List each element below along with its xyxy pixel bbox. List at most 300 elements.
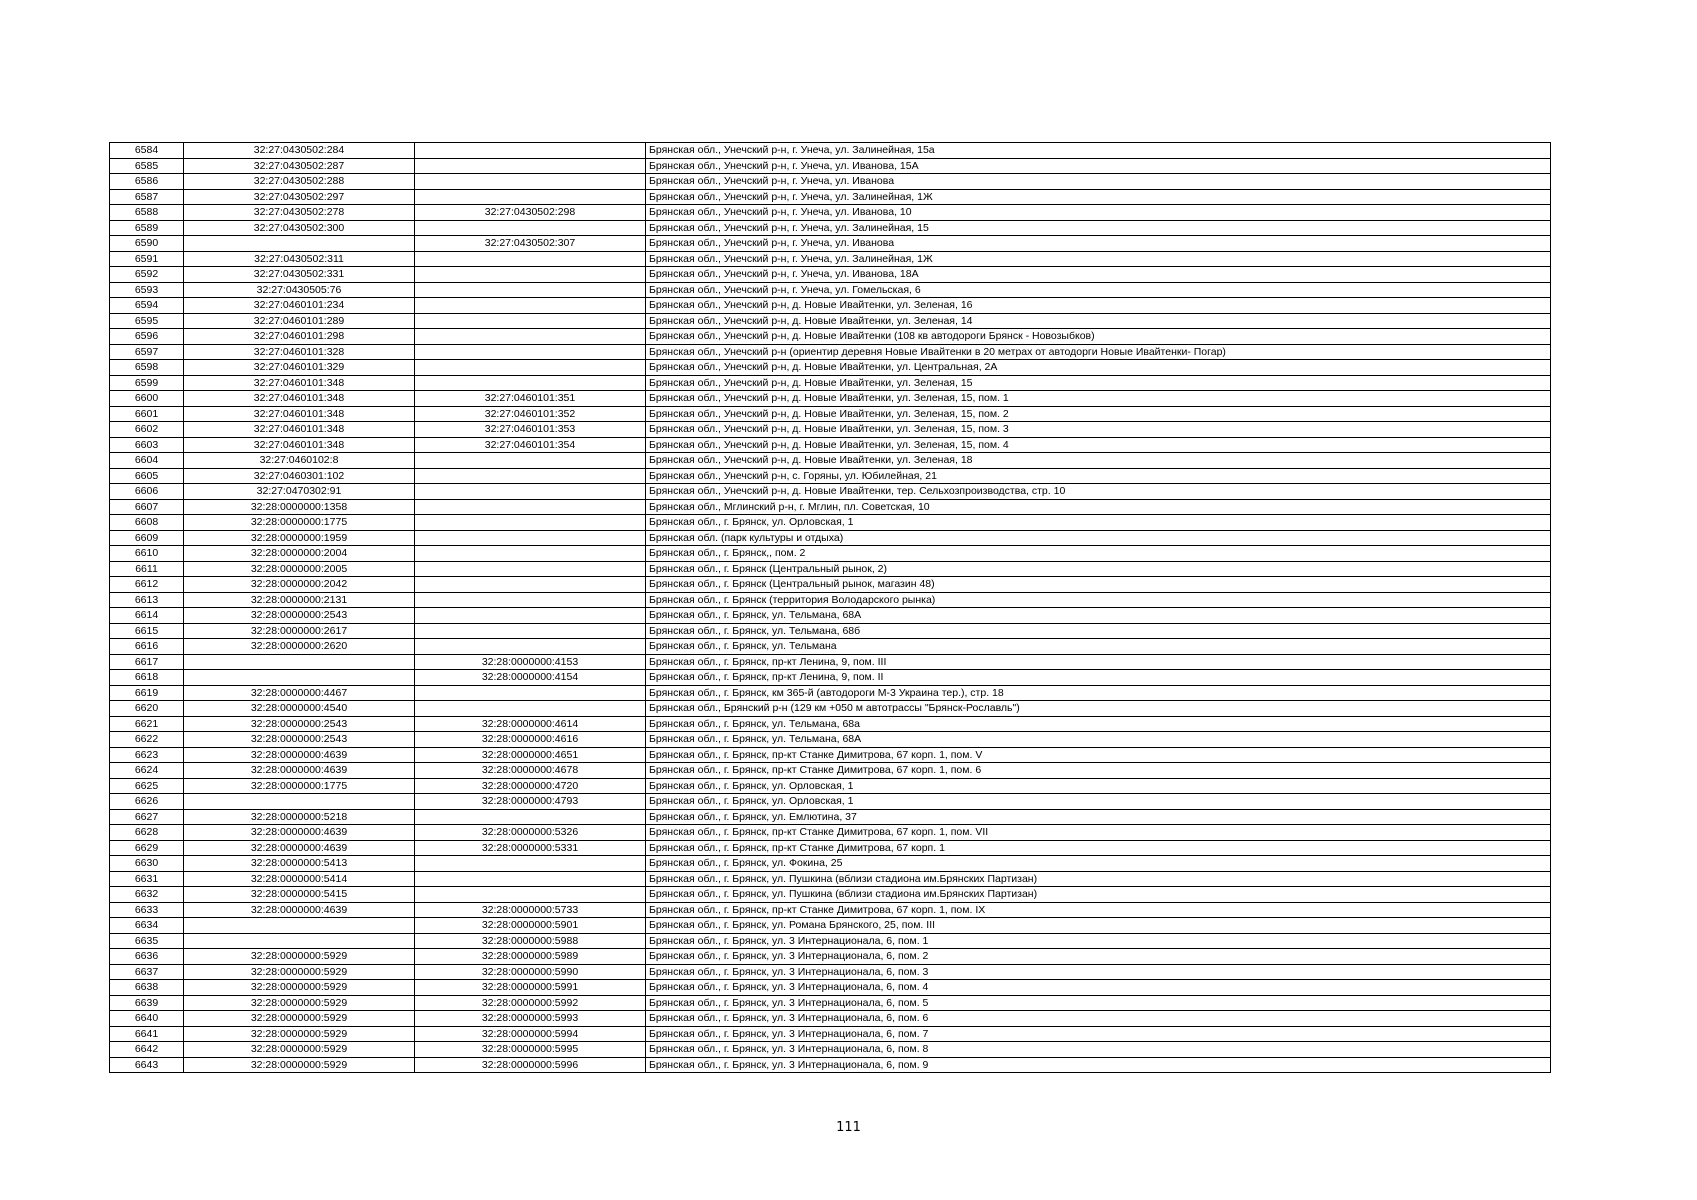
- sub-cadastral-number-cell: 32:28:0000000:4153: [415, 654, 646, 670]
- cadastral-number-cell: 32:27:0430505:76: [184, 282, 415, 298]
- row-number-cell: 6634: [110, 918, 184, 934]
- address-cell: Брянская обл., г. Брянск, ул. Тельмана: [646, 639, 1551, 655]
- address-cell: Брянская обл., Унечский р-н, г. Унеча, ул. Залинейная, 1Ж: [646, 189, 1551, 205]
- address-cell: Брянская обл., г. Брянск (Центральный рынок, 2): [646, 561, 1551, 577]
- cadastral-number-cell: 32:28:0000000:5929: [184, 995, 415, 1011]
- row-number-cell: 6608: [110, 515, 184, 531]
- address-cell: Брянская обл., г. Брянск, ул. 3 Интернационала, 6, пом. 7: [646, 1026, 1551, 1042]
- address-cell: Брянская обл., Унечский р-н, д. Новые Ивайтенки (108 кв автодороги Брянск - Новозыбков): [646, 329, 1551, 345]
- row-number-cell: 6585: [110, 158, 184, 174]
- address-cell: Брянская обл., г. Брянск, ул. 3 Интернационала, 6, пом. 6: [646, 1011, 1551, 1027]
- address-cell: Брянская обл., г. Брянск, пр-кт Ленина, 9, пом. III: [646, 654, 1551, 670]
- address-cell: Брянская обл., г. Брянск, ул. Пушкина (вблизи стадиона им.Брянских Партизан): [646, 887, 1551, 903]
- row-number-cell: 6639: [110, 995, 184, 1011]
- address-cell: Брянская обл., Унечский р-н, д. Новые Ивайтенки, ул. Зеленая, 18: [646, 453, 1551, 469]
- row-number-cell: 6606: [110, 484, 184, 500]
- sub-cadastral-number-cell: 32:28:0000000:4651: [415, 747, 646, 763]
- table-row: [110, 174, 1551, 190]
- address-cell: Брянская обл., г. Брянск, ул. 3 Интернационала, 6, пом. 8: [646, 1042, 1551, 1058]
- address-cell: Брянская обл., Брянский р-н (129 км +050 м автотрассы "Брянск-Рославль"): [646, 701, 1551, 717]
- table-row: [110, 143, 1551, 159]
- table-row: [110, 375, 1551, 391]
- row-number-cell: 6633: [110, 902, 184, 918]
- address-cell: Брянская обл., Унечский р-н, г. Унеча, ул. Иванова, 10: [646, 205, 1551, 221]
- address-cell: Брянская обл., г. Брянск, пр-кт Станке Димитрова, 67 корп. 1: [646, 840, 1551, 856]
- table-row: [110, 158, 1551, 174]
- table-row: [110, 608, 1551, 624]
- cadastral-number-cell: 32:28:0000000:4639: [184, 747, 415, 763]
- cadastral-number-cell: 32:28:0000000:1959: [184, 530, 415, 546]
- sub-cadastral-number-cell: [415, 685, 646, 701]
- row-number-cell: 6610: [110, 546, 184, 562]
- row-number-cell: 6638: [110, 980, 184, 996]
- address-cell: Брянская обл., г. Брянск, ул. 3 Интернационала, 6, пом. 3: [646, 964, 1551, 980]
- address-cell: Брянская обл., г. Брянск (Центральный рынок, магазин 48): [646, 577, 1551, 593]
- address-cell: Брянская обл., г. Брянск, пр-кт Станке Димитрова, 67 корп. 1, пом. IX: [646, 902, 1551, 918]
- table-row: [110, 453, 1551, 469]
- address-cell: Брянская обл., Унечский р-н, г. Унеча, ул. Иванова, 15А: [646, 158, 1551, 174]
- address-cell: Брянская обл., Унечский р-н, с. Горяны, ул. Юбилейная, 21: [646, 468, 1551, 484]
- cadastral-number-cell: 32:28:0000000:2005: [184, 561, 415, 577]
- table-row: [110, 422, 1551, 438]
- row-number-cell: 6625: [110, 778, 184, 794]
- table-row: [110, 561, 1551, 577]
- sub-cadastral-number-cell: 32:28:0000000:5993: [415, 1011, 646, 1027]
- cadastral-number-cell: 32:27:0430502:331: [184, 267, 415, 283]
- sub-cadastral-number-cell: [415, 546, 646, 562]
- sub-cadastral-number-cell: [415, 360, 646, 376]
- sub-cadastral-number-cell: [415, 158, 646, 174]
- cadastral-number-cell: [184, 236, 415, 252]
- address-cell: Брянская обл., Унечский р-н (ориентир деревня Новые Ивайтенки в 20 метрах от автодорги Новые Ивайтенки- Погар): [646, 344, 1551, 360]
- table-row: [110, 406, 1551, 422]
- sub-cadastral-number-cell: [415, 267, 646, 283]
- address-cell: Брянская обл., г. Брянск, ул. Орловская, 1: [646, 794, 1551, 810]
- table-row: [110, 1026, 1551, 1042]
- row-number-cell: 6630: [110, 856, 184, 872]
- cadastral-number-cell: 32:28:0000000:5929: [184, 964, 415, 980]
- row-number-cell: 6601: [110, 406, 184, 422]
- table-row: [110, 763, 1551, 779]
- sub-cadastral-number-cell: 32:28:0000000:5331: [415, 840, 646, 856]
- table-row: [110, 747, 1551, 763]
- sub-cadastral-number-cell: 32:28:0000000:5989: [415, 949, 646, 965]
- table-row: [110, 1011, 1551, 1027]
- sub-cadastral-number-cell: [415, 344, 646, 360]
- row-number-cell: 6604: [110, 453, 184, 469]
- table-row: [110, 592, 1551, 608]
- row-number-cell: 6612: [110, 577, 184, 593]
- sub-cadastral-number-cell: [415, 484, 646, 500]
- address-cell: Брянская обл., г. Брянск, ул. Тельмана, 68а: [646, 716, 1551, 732]
- sub-cadastral-number-cell: 32:28:0000000:5990: [415, 964, 646, 980]
- sub-cadastral-number-cell: [415, 298, 646, 314]
- sub-cadastral-number-cell: [415, 189, 646, 205]
- cadastral-number-cell: 32:28:0000000:5929: [184, 1057, 415, 1073]
- row-number-cell: 6602: [110, 422, 184, 438]
- sub-cadastral-number-cell: 32:28:0000000:4154: [415, 670, 646, 686]
- page-number: 111: [836, 1120, 861, 1135]
- cadastral-number-cell: 32:28:0000000:5929: [184, 949, 415, 965]
- cadastral-number-cell: 32:28:0000000:5929: [184, 1026, 415, 1042]
- row-number-cell: 6626: [110, 794, 184, 810]
- cadastral-number-cell: 32:28:0000000:2543: [184, 732, 415, 748]
- registry-table: [109, 142, 1551, 1073]
- row-number-cell: 6587: [110, 189, 184, 205]
- cadastral-number-cell: 32:27:0460101:348: [184, 437, 415, 453]
- registry-table-body: [110, 143, 1551, 1073]
- cadastral-number-cell: 32:28:0000000:1358: [184, 499, 415, 515]
- address-cell: Брянская обл., г. Брянск, пр-кт Станке Димитрова, 67 корп. 1, пом. V: [646, 747, 1551, 763]
- sub-cadastral-number-cell: 32:28:0000000:5733: [415, 902, 646, 918]
- row-number-cell: 6589: [110, 220, 184, 236]
- row-number-cell: 6598: [110, 360, 184, 376]
- sub-cadastral-number-cell: 32:28:0000000:5992: [415, 995, 646, 1011]
- table-row: [110, 329, 1551, 345]
- row-number-cell: 6603: [110, 437, 184, 453]
- sub-cadastral-number-cell: [415, 809, 646, 825]
- sub-cadastral-number-cell: 32:28:0000000:5996: [415, 1057, 646, 1073]
- address-cell: Брянская обл., Унечский р-н, д. Новые Ивайтенки, ул. Зеленая, 15, пом. 3: [646, 422, 1551, 438]
- sub-cadastral-number-cell: 32:27:0430502:307: [415, 236, 646, 252]
- address-cell: Брянская обл., Унечский р-н, г. Унеча, ул. Гомельская, 6: [646, 282, 1551, 298]
- row-number-cell: 6605: [110, 468, 184, 484]
- row-number-cell: 6621: [110, 716, 184, 732]
- address-cell: Брянская обл., Унечский р-н, д. Новые Ивайтенки, ул. Зеленая, 15, пом. 2: [646, 406, 1551, 422]
- table-row: [110, 1057, 1551, 1073]
- row-number-cell: 6600: [110, 391, 184, 407]
- row-number-cell: 6642: [110, 1042, 184, 1058]
- row-number-cell: 6615: [110, 623, 184, 639]
- sub-cadastral-number-cell: [415, 499, 646, 515]
- table-row: [110, 949, 1551, 965]
- row-number-cell: 6617: [110, 654, 184, 670]
- table-row: [110, 267, 1551, 283]
- sub-cadastral-number-cell: [415, 608, 646, 624]
- address-cell: Брянская обл., г. Брянск, ул. 3 Интернационала, 6, пом. 4: [646, 980, 1551, 996]
- cadastral-number-cell: 32:27:0460101:329: [184, 360, 415, 376]
- sub-cadastral-number-cell: [415, 856, 646, 872]
- cadastral-number-cell: 32:27:0430502:300: [184, 220, 415, 236]
- address-cell: Брянская обл., Унечский р-н, д. Новые Ивайтенки, ул. Зеленая, 15, пом. 4: [646, 437, 1551, 453]
- cadastral-number-cell: 32:28:0000000:2042: [184, 577, 415, 593]
- table-row: [110, 825, 1551, 841]
- cadastral-number-cell: 32:27:0430502:311: [184, 251, 415, 267]
- cadastral-number-cell: 32:28:0000000:5929: [184, 980, 415, 996]
- cadastral-number-cell: [184, 918, 415, 934]
- address-cell: Брянская обл., г. Брянск, ул. 3 Интернационала, 6, пом. 9: [646, 1057, 1551, 1073]
- row-number-cell: 6628: [110, 825, 184, 841]
- table-row: [110, 918, 1551, 934]
- row-number-cell: 6597: [110, 344, 184, 360]
- table-row: [110, 546, 1551, 562]
- cadastral-number-cell: 32:28:0000000:4467: [184, 685, 415, 701]
- cadastral-number-cell: 32:28:0000000:5415: [184, 887, 415, 903]
- cadastral-number-cell: 32:28:0000000:2617: [184, 623, 415, 639]
- table-row: [110, 468, 1551, 484]
- table-row: [110, 809, 1551, 825]
- cadastral-number-cell: 32:27:0430502:288: [184, 174, 415, 190]
- row-number-cell: 6614: [110, 608, 184, 624]
- cadastral-number-cell: 32:27:0460101:348: [184, 422, 415, 438]
- address-cell: Брянская обл., г. Брянск, ул. Тельмана, 68А: [646, 608, 1551, 624]
- cadastral-number-cell: 32:28:0000000:4639: [184, 825, 415, 841]
- cadastral-number-cell: 32:27:0460101:348: [184, 391, 415, 407]
- cadastral-number-cell: [184, 933, 415, 949]
- sub-cadastral-number-cell: 32:27:0460101:351: [415, 391, 646, 407]
- cadastral-number-cell: 32:28:0000000:5414: [184, 871, 415, 887]
- address-cell: Брянская обл., г. Брянск, ул. Орловская, 1: [646, 778, 1551, 794]
- row-number-cell: 6643: [110, 1057, 184, 1073]
- cadastral-number-cell: 32:27:0460101:348: [184, 375, 415, 391]
- cadastral-number-cell: 32:28:0000000:4639: [184, 902, 415, 918]
- cadastral-number-cell: 32:27:0460101:298: [184, 329, 415, 345]
- sub-cadastral-number-cell: [415, 174, 646, 190]
- row-number-cell: 6636: [110, 949, 184, 965]
- table-row: [110, 732, 1551, 748]
- sub-cadastral-number-cell: [415, 623, 646, 639]
- cadastral-number-cell: 32:28:0000000:5929: [184, 1011, 415, 1027]
- sub-cadastral-number-cell: 32:28:0000000:5994: [415, 1026, 646, 1042]
- row-number-cell: 6632: [110, 887, 184, 903]
- sub-cadastral-number-cell: [415, 251, 646, 267]
- address-cell: Брянская обл., Унечский р-н, д. Новые Ивайтенки, ул. Зеленая, 16: [646, 298, 1551, 314]
- cadastral-number-cell: 32:28:0000000:2004: [184, 546, 415, 562]
- address-cell: Брянская обл., г. Брянск, ул. Орловская, 1: [646, 515, 1551, 531]
- sub-cadastral-number-cell: 32:28:0000000:5995: [415, 1042, 646, 1058]
- table-row: [110, 840, 1551, 856]
- address-cell: Брянская обл., Унечский р-н, д. Новые Ивайтенки, ул. Зеленая, 15: [646, 375, 1551, 391]
- sub-cadastral-number-cell: [415, 282, 646, 298]
- table-row: [110, 623, 1551, 639]
- address-cell: Брянская обл., г. Брянск,, пом. 2: [646, 546, 1551, 562]
- table-row: [110, 251, 1551, 267]
- address-cell: Брянская обл., г. Брянск, ул. Тельмана, 68А: [646, 732, 1551, 748]
- cadastral-number-cell: [184, 670, 415, 686]
- table-row: [110, 716, 1551, 732]
- cadastral-number-cell: 32:28:0000000:1775: [184, 778, 415, 794]
- table-row: [110, 437, 1551, 453]
- sub-cadastral-number-cell: 32:28:0000000:4720: [415, 778, 646, 794]
- row-number-cell: 6588: [110, 205, 184, 221]
- table-row: [110, 313, 1551, 329]
- table-row: [110, 344, 1551, 360]
- table-row: [110, 639, 1551, 655]
- sub-cadastral-number-cell: 32:27:0460101:354: [415, 437, 646, 453]
- address-cell: Брянская обл., г. Брянск, ул. 3 Интернационала, 6, пом. 2: [646, 949, 1551, 965]
- table-row: [110, 778, 1551, 794]
- table-row: [110, 577, 1551, 593]
- cadastral-number-cell: 32:28:0000000:5929: [184, 1042, 415, 1058]
- row-number-cell: 6607: [110, 499, 184, 515]
- row-number-cell: 6594: [110, 298, 184, 314]
- cadastral-number-cell: 32:28:0000000:4540: [184, 701, 415, 717]
- cadastral-number-cell: 32:27:0430502:278: [184, 205, 415, 221]
- table-row: [110, 484, 1551, 500]
- sub-cadastral-number-cell: 32:28:0000000:4793: [415, 794, 646, 810]
- sub-cadastral-number-cell: [415, 577, 646, 593]
- sub-cadastral-number-cell: 32:27:0460101:352: [415, 406, 646, 422]
- sub-cadastral-number-cell: 32:28:0000000:5991: [415, 980, 646, 996]
- address-cell: Брянская обл., г. Брянск, ул. Фокина, 25: [646, 856, 1551, 872]
- sub-cadastral-number-cell: [415, 530, 646, 546]
- table-row: [110, 856, 1551, 872]
- address-cell: Брянская обл., Мглинский р-н, г. Мглин, пл. Советская, 10: [646, 499, 1551, 515]
- row-number-cell: 6590: [110, 236, 184, 252]
- address-cell: Брянская обл. (парк культуры и отдыха): [646, 530, 1551, 546]
- address-cell: Брянская обл., г. Брянск, пр-кт Станке Димитрова, 67 корп. 1, пом. VII: [646, 825, 1551, 841]
- address-cell: Брянская обл., Унечский р-н, г. Унеча, ул. Иванова: [646, 174, 1551, 190]
- address-cell: Брянская обл., г. Брянск, ул. Тельмана, 68б: [646, 623, 1551, 639]
- sub-cadastral-number-cell: 32:28:0000000:5901: [415, 918, 646, 934]
- row-number-cell: 6619: [110, 685, 184, 701]
- row-number-cell: 6599: [110, 375, 184, 391]
- sub-cadastral-number-cell: [415, 143, 646, 159]
- row-number-cell: 6584: [110, 143, 184, 159]
- address-cell: Брянская обл., г. Брянск, пр-кт Ленина, 9, пом. II: [646, 670, 1551, 686]
- address-cell: Брянская обл., г. Брянск, ул. 3 Интернационала, 6, пом. 5: [646, 995, 1551, 1011]
- address-cell: Брянская обл., г. Брянск, ул. Романа Брянского, 25, пом. III: [646, 918, 1551, 934]
- row-number-cell: 6635: [110, 933, 184, 949]
- cadastral-number-cell: 32:27:0470302:91: [184, 484, 415, 500]
- row-number-cell: 6624: [110, 763, 184, 779]
- sub-cadastral-number-cell: [415, 592, 646, 608]
- row-number-cell: 6618: [110, 670, 184, 686]
- table-row: [110, 995, 1551, 1011]
- row-number-cell: 6627: [110, 809, 184, 825]
- cadastral-number-cell: 32:27:0460102:8: [184, 453, 415, 469]
- table-row: [110, 685, 1551, 701]
- address-cell: Брянская обл., Унечский р-н, г. Унеча, ул. Иванова, 18А: [646, 267, 1551, 283]
- row-number-cell: 6640: [110, 1011, 184, 1027]
- cadastral-number-cell: 32:27:0430502:297: [184, 189, 415, 205]
- table-row: [110, 282, 1551, 298]
- sub-cadastral-number-cell: 32:28:0000000:4678: [415, 763, 646, 779]
- table-row: [110, 236, 1551, 252]
- table-row: [110, 964, 1551, 980]
- table-row: [110, 887, 1551, 903]
- row-number-cell: 6616: [110, 639, 184, 655]
- cadastral-number-cell: 32:28:0000000:4639: [184, 763, 415, 779]
- address-cell: Брянская обл., Унечский р-н, д. Новые Ивайтенки, ул. Центральная, 2А: [646, 360, 1551, 376]
- table-row: [110, 871, 1551, 887]
- row-number-cell: 6611: [110, 561, 184, 577]
- table-row: [110, 360, 1551, 376]
- cadastral-number-cell: 32:28:0000000:1775: [184, 515, 415, 531]
- sub-cadastral-number-cell: [415, 887, 646, 903]
- address-cell: Брянская обл., г. Брянск, пр-кт Станке Димитрова, 67 корп. 1, пом. 6: [646, 763, 1551, 779]
- cadastral-number-cell: 32:28:0000000:5413: [184, 856, 415, 872]
- row-number-cell: 6637: [110, 964, 184, 980]
- sub-cadastral-number-cell: [415, 871, 646, 887]
- cadastral-number-cell: 32:28:0000000:2543: [184, 608, 415, 624]
- table-row: [110, 902, 1551, 918]
- cadastral-number-cell: 32:28:0000000:5218: [184, 809, 415, 825]
- row-number-cell: 6596: [110, 329, 184, 345]
- sub-cadastral-number-cell: [415, 375, 646, 391]
- table-row: [110, 933, 1551, 949]
- row-number-cell: 6593: [110, 282, 184, 298]
- sub-cadastral-number-cell: [415, 329, 646, 345]
- address-cell: Брянская обл., Унечский р-н, г. Унеча, ул. Иванова: [646, 236, 1551, 252]
- table-row: [110, 189, 1551, 205]
- sub-cadastral-number-cell: [415, 515, 646, 531]
- address-cell: Брянская обл., Унечский р-н, д. Новые Ивайтенки, тер. Сельхозпроизводства, стр. 10: [646, 484, 1551, 500]
- row-number-cell: 6623: [110, 747, 184, 763]
- row-number-cell: 6622: [110, 732, 184, 748]
- cadastral-number-cell: 32:28:0000000:4639: [184, 840, 415, 856]
- table-row: [110, 701, 1551, 717]
- table-row: [110, 794, 1551, 810]
- row-number-cell: 6591: [110, 251, 184, 267]
- sub-cadastral-number-cell: [415, 453, 646, 469]
- sub-cadastral-number-cell: 32:28:0000000:5988: [415, 933, 646, 949]
- address-cell: Брянская обл., г. Брянск, ул. 3 Интернационала, 6, пом. 1: [646, 933, 1551, 949]
- address-cell: Брянская обл., г. Брянск, ул. Пушкина (вблизи стадиона им.Брянских Партизан): [646, 871, 1551, 887]
- address-cell: Брянская обл., Унечский р-н, д. Новые Ивайтенки, ул. Зеленая, 15, пом. 1: [646, 391, 1551, 407]
- sub-cadastral-number-cell: [415, 701, 646, 717]
- address-cell: Брянская обл., г. Брянск, км 365-й (автодороги М-3 Украина тер.), стр. 18: [646, 685, 1551, 701]
- sub-cadastral-number-cell: [415, 561, 646, 577]
- table-row: [110, 980, 1551, 996]
- cadastral-number-cell: [184, 794, 415, 810]
- table-row: [110, 220, 1551, 236]
- cadastral-number-cell: 32:27:0460101:348: [184, 406, 415, 422]
- table-row: [110, 654, 1551, 670]
- row-number-cell: 6629: [110, 840, 184, 856]
- table-row: [110, 515, 1551, 531]
- table-row: [110, 205, 1551, 221]
- cadastral-number-cell: 32:27:0430502:287: [184, 158, 415, 174]
- sub-cadastral-number-cell: 32:27:0460101:353: [415, 422, 646, 438]
- table-row: [110, 499, 1551, 515]
- table-row: [110, 670, 1551, 686]
- cadastral-number-cell: 32:28:0000000:2620: [184, 639, 415, 655]
- address-cell: Брянская обл., Унечский р-н, г. Унеча, ул. Залинейная, 15: [646, 220, 1551, 236]
- sub-cadastral-number-cell: 32:27:0430502:298: [415, 205, 646, 221]
- row-number-cell: 6592: [110, 267, 184, 283]
- cadastral-number-cell: 32:28:0000000:2543: [184, 716, 415, 732]
- sub-cadastral-number-cell: 32:28:0000000:5326: [415, 825, 646, 841]
- row-number-cell: 6595: [110, 313, 184, 329]
- table-row: [110, 298, 1551, 314]
- address-cell: Брянская обл., Унечский р-н, д. Новые Ивайтенки, ул. Зеленая, 14: [646, 313, 1551, 329]
- sub-cadastral-number-cell: [415, 468, 646, 484]
- address-cell: Брянская обл., г. Брянск, ул. Емлютина, 37: [646, 809, 1551, 825]
- cadastral-number-cell: 32:27:0460101:328: [184, 344, 415, 360]
- cadastral-number-cell: 32:28:0000000:2131: [184, 592, 415, 608]
- address-cell: Брянская обл., Унечский р-н, г. Унеча, ул. Залинейная, 15а: [646, 143, 1551, 159]
- sub-cadastral-number-cell: [415, 639, 646, 655]
- sub-cadastral-number-cell: [415, 313, 646, 329]
- row-number-cell: 6641: [110, 1026, 184, 1042]
- row-number-cell: 6613: [110, 592, 184, 608]
- sub-cadastral-number-cell: 32:28:0000000:4614: [415, 716, 646, 732]
- row-number-cell: 6631: [110, 871, 184, 887]
- cadastral-number-cell: 32:27:0460101:289: [184, 313, 415, 329]
- address-cell: Брянская обл., Унечский р-н, г. Унеча, ул. Залинейная, 1Ж: [646, 251, 1551, 267]
- sub-cadastral-number-cell: [415, 220, 646, 236]
- table-row: [110, 530, 1551, 546]
- row-number-cell: 6586: [110, 174, 184, 190]
- sub-cadastral-number-cell: 32:28:0000000:4616: [415, 732, 646, 748]
- table-row: [110, 391, 1551, 407]
- address-cell: Брянская обл., г. Брянск (территория Володарского рынка): [646, 592, 1551, 608]
- row-number-cell: 6620: [110, 701, 184, 717]
- cadastral-number-cell: 32:27:0460301:102: [184, 468, 415, 484]
- cadastral-number-cell: [184, 654, 415, 670]
- cadastral-number-cell: 32:27:0430502:284: [184, 143, 415, 159]
